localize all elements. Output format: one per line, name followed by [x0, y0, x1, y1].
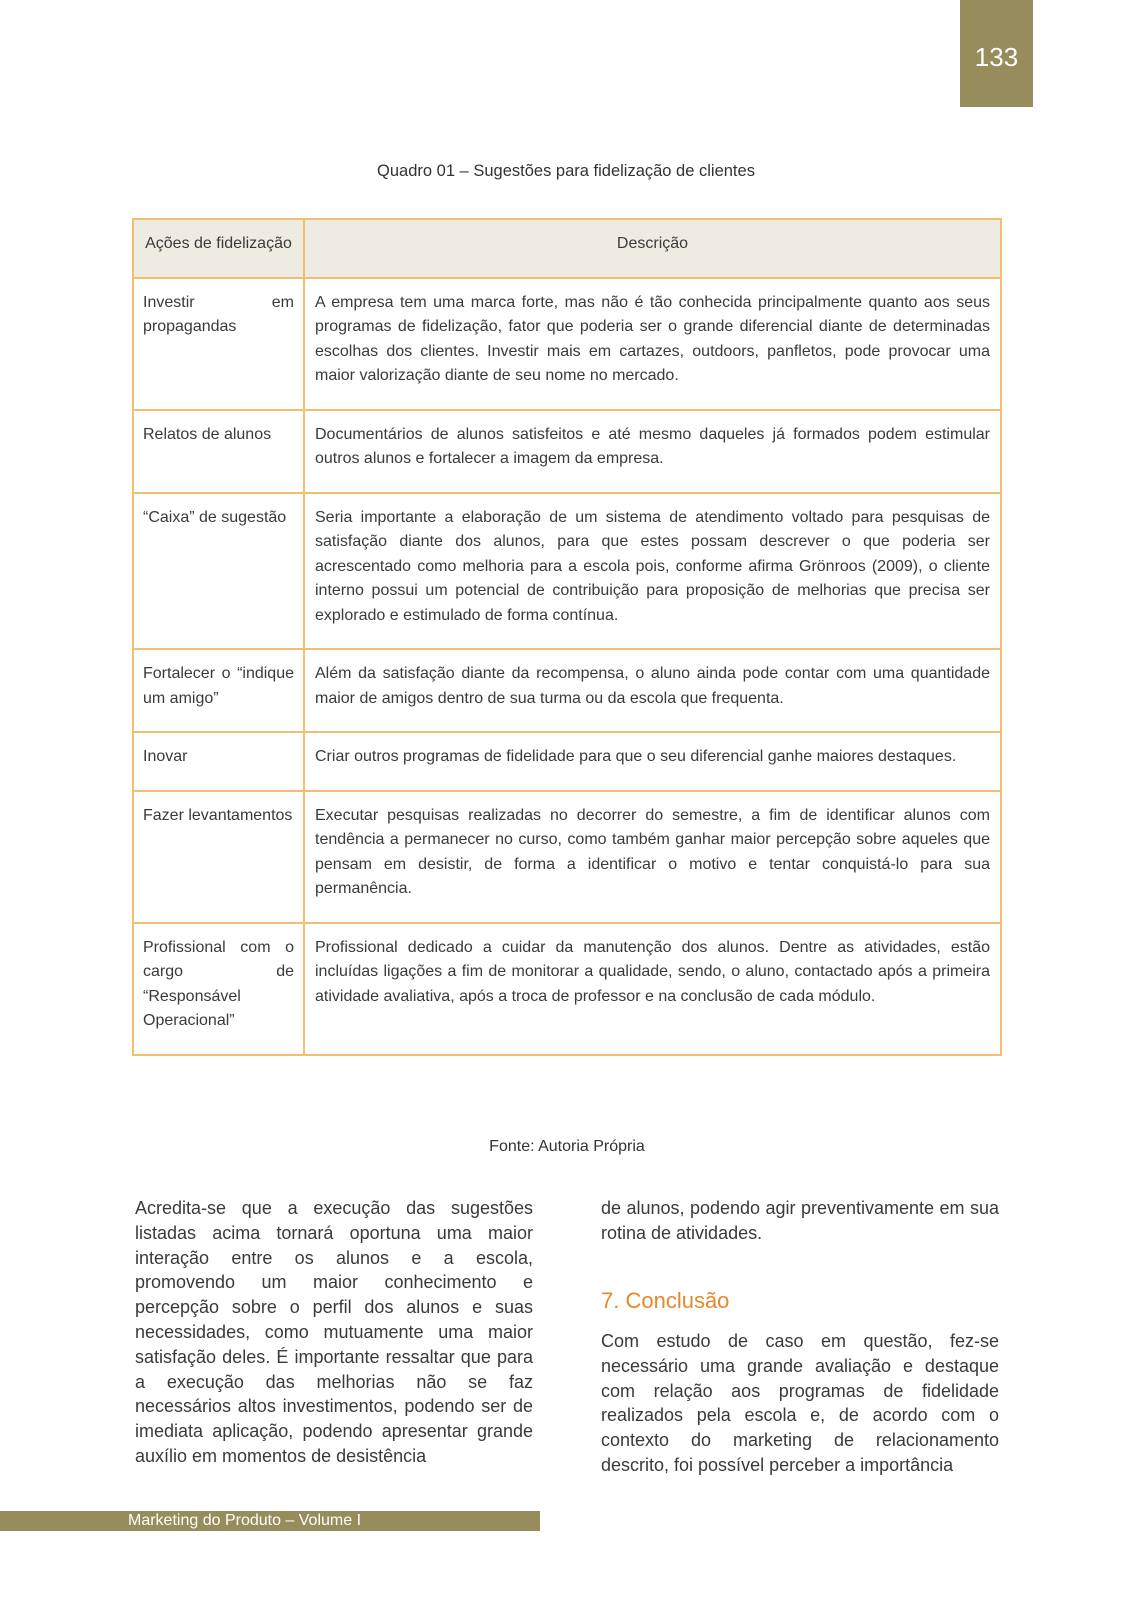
body-paragraph-left: Acredita-se que a execução das sugestões listadas acima tornará oportuna uma maior interação entre os alunos e a escola, promovendo um maior conhecimento e percepção sobre o perfil dos alunos e suas necessidades, como mutuamente uma maior satisfação deles. É importante ressaltar que para a execução das melhorias não se faz necessários altos investimentos, podendo ser de imediata aplicação, podendo apresentar grande auxílio em momentos de desistência [135, 1198, 533, 1466]
action-cell: Relatos de alunos [133, 410, 304, 493]
action-cell: Fazer levantamentos [133, 791, 304, 923]
description-cell: Profissional dedicado a cuidar da manutenção dos alunos. Dentre as atividades, estão incluídas ligações a fim de monitorar a qualidade, sendo, o aluno, contactado após a primeira atividade avaliativa, após a troca de professor e na conclusão de cada módulo. [304, 923, 1001, 1055]
table-row [133, 278, 1001, 410]
action-cell: “Caixa” de sugestão [133, 493, 304, 650]
table-row [133, 410, 1001, 493]
table-caption: Quadro 01 – Sugestões para fidelização de clientes [377, 162, 755, 180]
footer-bar [0, 1511, 540, 1531]
table-row [133, 791, 1001, 923]
table-source: Fonte: Autoria Própria [489, 1138, 645, 1155]
description-cell: Documentários de alunos satisfeitos e até mesmo daqueles já formados podem estimular outros alunos e fortalecer a imagem da empresa. [304, 410, 1001, 493]
description-cell: Além da satisfação diante da recompensa, o aluno ainda pode contar com uma quantidade maior de amigos dentro de sua turma ou da escola que frequenta. [304, 649, 1001, 732]
table-row [133, 649, 1001, 732]
table-header-row [133, 219, 1001, 278]
action-cell: Inovar [133, 732, 304, 791]
footer-title: Marketing do Produto – Volume I [128, 1512, 362, 1529]
table-row [133, 493, 1001, 650]
body-paragraph-right-continuation: de alunos, podendo agir preventivamente em sua rotina de atividades. [601, 1198, 999, 1243]
action-cell: Profissional com o cargo de “Responsável Operacional” [133, 923, 304, 1055]
table-row [133, 923, 1001, 1055]
action-cell: Investir em propagandas [133, 278, 304, 410]
table-row [133, 732, 1001, 791]
action-cell: Fortalecer o “indique um amigo” [133, 649, 304, 732]
description-cell: A empresa tem uma marca forte, mas não é tão conhecida principalmente quanto aos seus programas de fidelização, fator que poderia ser o grande diferencial diante de determinadas escolhas dos clientes. Investir mais em cartazes, outdoors, panfletos, pode provocar uma maior valorização diante de seu nome no mercado. [304, 278, 1001, 410]
body-paragraph-conclusion: Com estudo de caso em questão, fez-se necessário uma grande avaliação e destaque com relação aos programas de fidelidade realizados pela escola e, de acordo com o contexto do marketing de relacionamento descrito, foi possível perceber a importância [601, 1331, 999, 1475]
page-number: 133 [960, 0, 1033, 107]
header-actions: Ações de fidelização [133, 219, 304, 278]
description-cell: Seria importante a elaboração de um sistema de atendimento voltado para pesquisas de satisfação diante dos alunos, para que estes possam descrever o que poderia ser acrescentado como melhoria para a escola pois, conforme afirma Grönroos (2009), o cliente interno possui um potencial de contribuição para proposição de melhorias que precisa ser explorado e estimulado de forma contínua. [304, 493, 1001, 650]
table-container [132, 218, 1002, 1056]
description-cell: Executar pesquisas realizadas no decorrer do semestre, a fim de identificar alunos com tendência a permanecer no curso, como também ganhar maior percepção sobre aqueles que pensam em desistir, de forma a identificar o motivo e tentar conquistá-lo para sua permanência. [304, 791, 1001, 923]
loyalty-actions-table [132, 218, 1002, 1056]
header-description: Descrição [304, 219, 1001, 278]
section-heading-conclusion: 7. Conclusão [601, 1288, 730, 1313]
description-cell: Criar outros programas de fidelidade para que o seu diferencial ganhe maiores destaques. [304, 732, 1001, 791]
